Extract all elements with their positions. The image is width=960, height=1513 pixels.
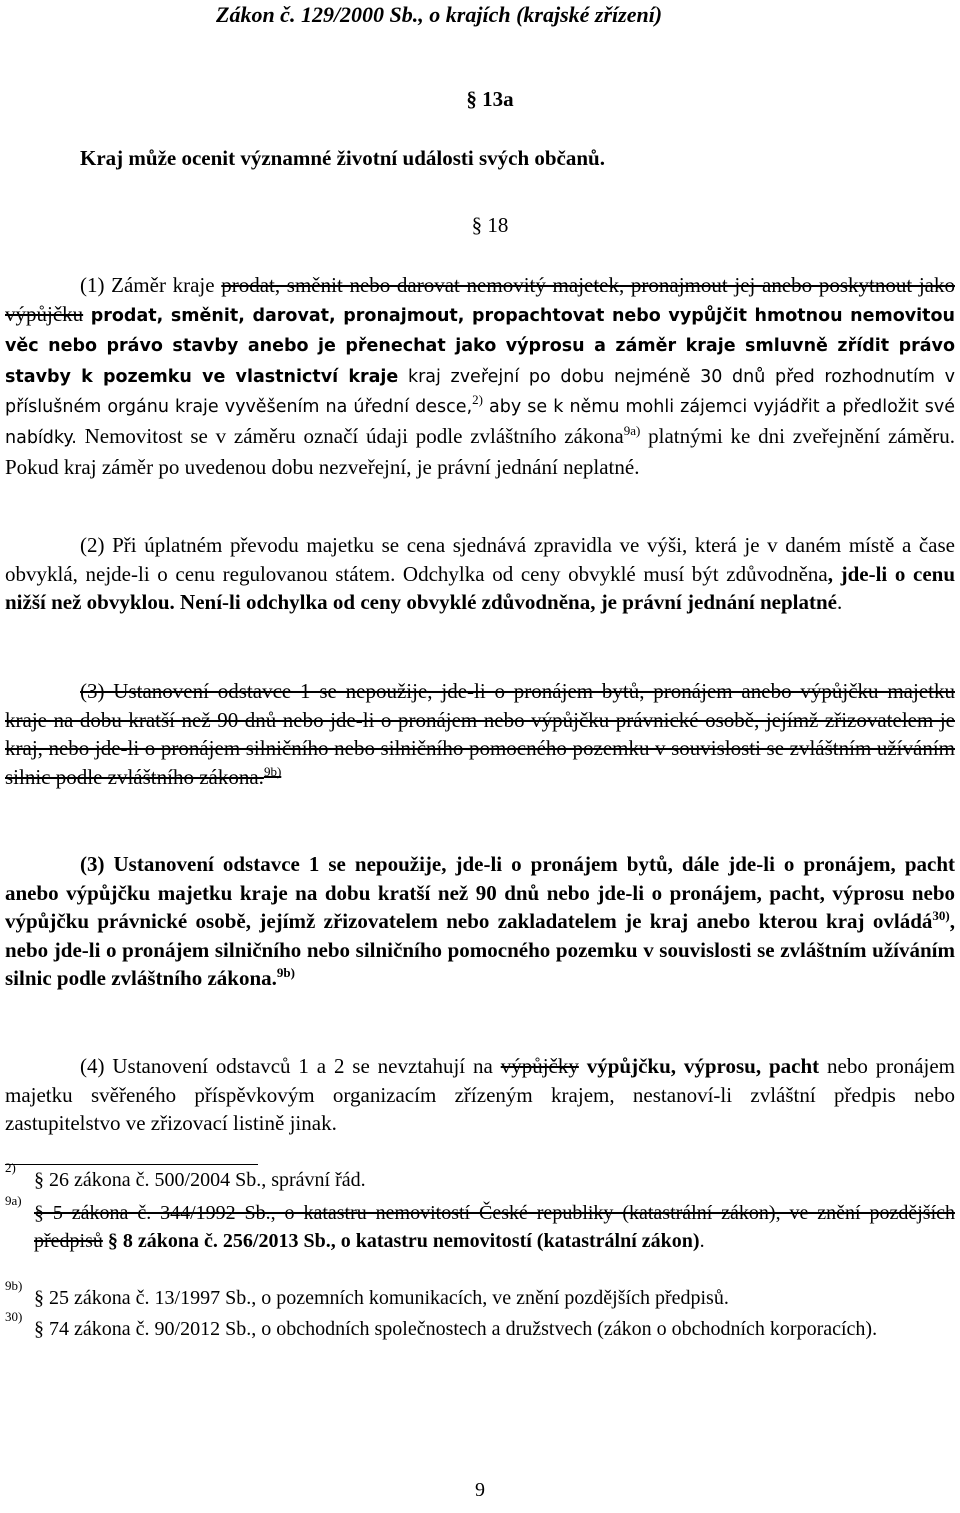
p3-new-text: (3) Ustanovení odstavce 1 se nepoužije, jde-li o pronájem bytů, dále jde-li o pronájem, pacht anebo výpůjčku majetku kraje na dobu kratší než 90 dnů nebo jde-li o pronájem, pacht, výprosu nebo výpůjčku právnické osobě, jejímž zřizovatelem nebo zakladatelem je kraj anebo kterou kraj ovládá bbox=[5, 852, 955, 934]
section-13a-heading: § 13a bbox=[466, 87, 514, 111]
p1-offers-text: aby se k němu mohli zájemci vyjádřit a předložit své nabídky. bbox=[5, 397, 956, 448]
footnote-30-text: § 74 zákona č. 90/2012 Sb., o obchodních společnostech a družstvech (zákon o obchodních korporacích). bbox=[34, 1318, 878, 1340]
footnote-9b-text: § 25 zákona č. 13/1997 Sb., o pozemních komunikacích, ve znění pozdějších předpisů. bbox=[34, 1287, 729, 1309]
footnote-separator bbox=[5, 1164, 258, 1165]
footnote-9a bbox=[5, 1193, 955, 1255]
p4-lead: (4) Ustanovení odstavců 1 a 2 se nevztahují na bbox=[80, 1054, 501, 1078]
footnote-9a-body bbox=[5, 1199, 955, 1255]
p3-new-footnote-ref-30: 30) bbox=[932, 908, 950, 924]
p4-inserted-text: výpůjčku, výprosu, pacht bbox=[578, 1054, 820, 1078]
p1-footnote-ref-2: 2) bbox=[472, 392, 483, 408]
paragraph-1 bbox=[5, 271, 955, 481]
footnote-2 bbox=[5, 1160, 955, 1194]
p3-new-text-end: , nebo jde-li o pronájem silničního nebo silničního pomocného pozemku v souvislosti se zvláštním užíváním silnic podle zvláštního zákona. bbox=[5, 909, 955, 991]
paragraph-3-deleted bbox=[5, 677, 955, 791]
footnote-2-text: § 26 zákona č. 500/2004 Sb., správní řád. bbox=[34, 1169, 366, 1191]
p1-footnote-ref-9a: 9a) bbox=[623, 422, 641, 438]
footnote-9b bbox=[5, 1278, 955, 1312]
section-13a-text: Kraj může ocenit významné životní události svých občanů. bbox=[80, 146, 605, 170]
footnote-9a-inserted: § 8 zákona č. 256/2013 Sb., o katastru nemovitostí (katastrální zákon) bbox=[102, 1230, 700, 1252]
page-number: 9 bbox=[475, 1479, 485, 1501]
section-18-heading: § 18 bbox=[471, 213, 509, 237]
footnote-30-mark: 30) bbox=[5, 1309, 23, 1324]
p1-deleted-text: prodat, směnit nebo darovat nemovitý majetek, pronajmout jej anebo poskytnout jako výpůjčku bbox=[5, 273, 955, 326]
p3-new-footnote-ref-9b: 9b) bbox=[276, 965, 295, 981]
paragraph-3-new bbox=[5, 850, 955, 993]
p2-end: . bbox=[836, 590, 843, 615]
p1-closing-text: platnými ke dni zveřejnění záměru. Pokud kraj záměr po uvedenou dobu nezveřejní, je právní jednání neplatné. bbox=[5, 423, 955, 479]
p4-text: nebo pronájem majetku svěřeného příspěvkovým organizacím zřízeným krajem, nestanoví-li zvláštní předpis nebo zastupitelstvo ve zřizovací listině jinak. bbox=[5, 1054, 955, 1136]
p2-text: (2) Při úplatném převodu majetku se cena sjednává zpravidla ve výši, která je v daném místě a čase obvyklá, nejde-li o cenu regulovanou státem. Odchylka od ceny obvyklé musí být zdůvodněna bbox=[5, 533, 955, 586]
p1-lead: (1) Záměr kraje bbox=[80, 273, 222, 297]
paragraph-2 bbox=[5, 531, 955, 617]
p1-identification-text: Nemovitost se v záměru označí údaji podle zvláštního zákona bbox=[76, 423, 624, 448]
footnote-9a-deleted: § 5 zákona č. 344/1992 Sb., o katastru nemovitostí České republiky (katastrální zákon), ve znění pozdějších předpisů bbox=[34, 1202, 955, 1252]
page-title: Zákon č. 129/2000 Sb., o krajích (krajské zřízení) bbox=[216, 2, 663, 27]
footnote-9b-mark: 9b) bbox=[5, 1278, 23, 1293]
p4-deleted-word: výpůjčky bbox=[500, 1054, 579, 1078]
footnote-30 bbox=[5, 1309, 955, 1343]
p2-inserted-text: , jde-li o cenu nižší než obvyklou. Není-li odchylka od ceny obvyklé zdůvodněna, je právní jednání neplatné bbox=[5, 561, 955, 615]
p1-inserted-text: prodat, směnit, darovat, pronajmout, propachtovat nebo vypůjčit hmotnou nemovitou věc nebo právo stavby anebo je přenechat jako výprosu a záměr kraje smluvně zřídit právo stavby k pozemku ve vlastnictví kraje bbox=[5, 305, 955, 387]
p3-deleted-footnote-ref: 9b) bbox=[263, 763, 282, 779]
footnote-9a-end: . bbox=[699, 1230, 705, 1252]
footnote-9a-mark: 9a) bbox=[5, 1193, 22, 1208]
p1-publish-text: kraj zveřejní po dobu nejméně 30 dnů před rozhodnutím v příslušném orgánu kraje vyvěšením na úřední desce, bbox=[5, 366, 955, 418]
p3-deleted-text: (3) Ustanovení odstavce 1 se nepoužije, jde-li o pronájem bytů, pronájem anebo výpůjčku majetku kraje na dobu kratší než 90 dnů nebo jde-li o pronájem nebo výpůjčku právnické osobě, jejímž zřizovatelem je kraj, nebo jde-li o pronájem silničního nebo silničního pomocného pozemku v souvislosti se zvláštním užíváním silnic podle zvláštního zákona. bbox=[5, 679, 955, 789]
paragraph-4 bbox=[5, 1052, 955, 1138]
footnote-2-mark: 2) bbox=[5, 1160, 16, 1175]
